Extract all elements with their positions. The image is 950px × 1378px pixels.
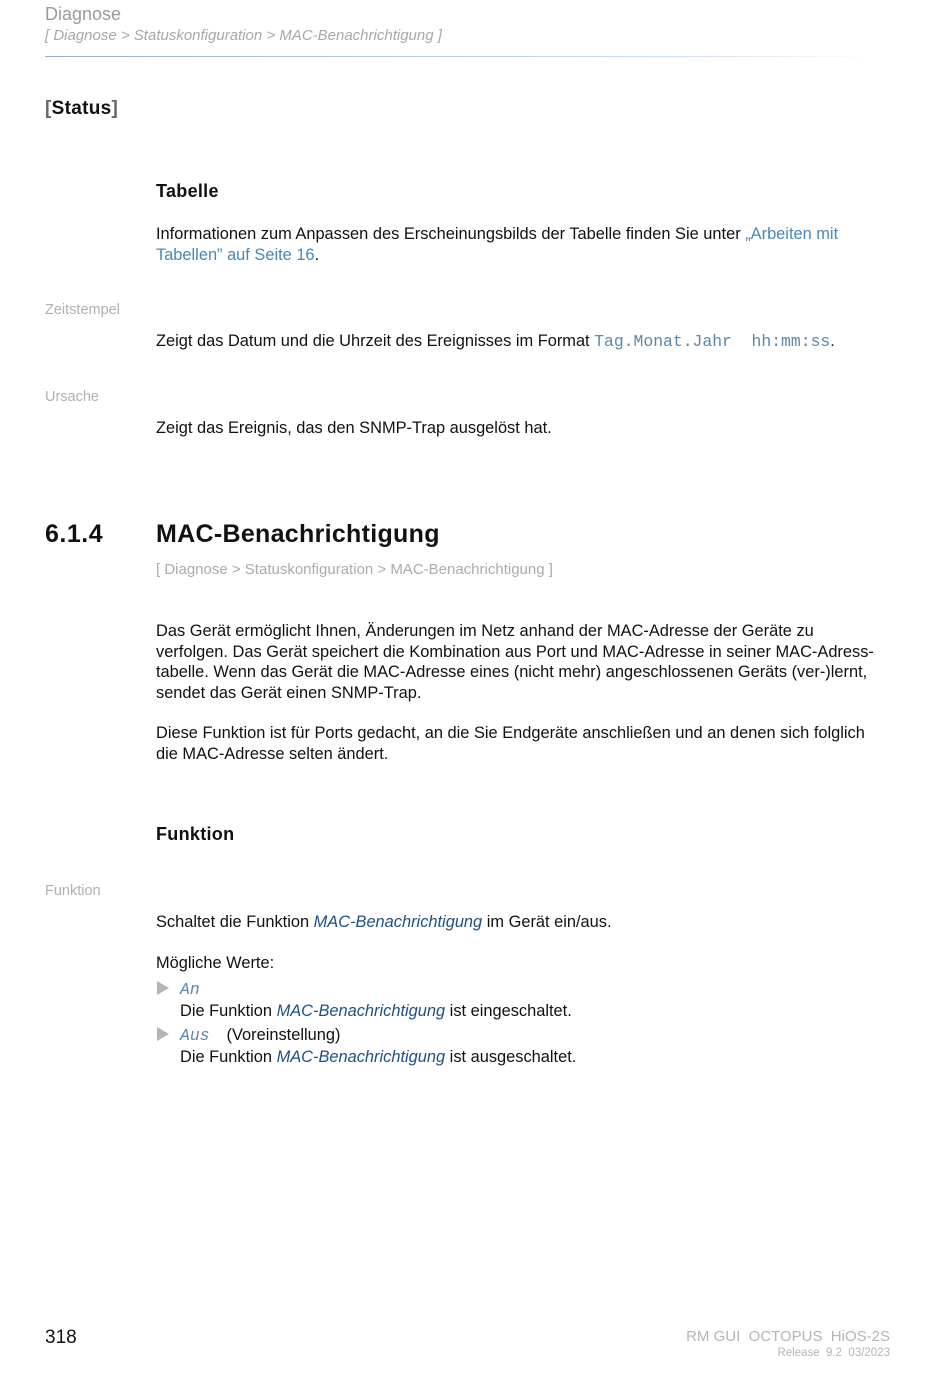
bullet-triangle-icon <box>157 981 169 995</box>
page-number: 318 <box>45 1327 77 1348</box>
section-title: MAC-Benachrichtigung <box>156 520 440 548</box>
header-breadcrumb: [ Diagnose > Statuskonfiguration > MAC-Benachrichtigung ] <box>45 27 442 44</box>
value-item-an: An Die Funktion MAC-Benachrichtigung ist eingeschaltet. <box>180 980 572 1020</box>
cause-label: Ursache <box>45 389 99 405</box>
intro-paragraph: Das Gerät ermöglicht Ihnen, Änderungen im Netz anhand der MAC-Adresse der Geräte zu verfolgen. Das Gerät speichert die Kombination aus Port und MAC-Adresse in seiner MAC-Adress- tabelle. Wenn das Gerät die MAC-Adresse eines (nicht mehr) angeschlossenen Geräts (ver-)lernt, sendet das Gerät einen SNMP-Trap. <box>156 622 874 702</box>
timestamp-format: Tag.Monat.Jahr hh:mm:ss <box>594 332 831 351</box>
function-label: Funktion <box>45 883 101 899</box>
section-breadcrumb: [ Diagnose > Statuskonfiguration > MAC-Benachrichtigung ] <box>156 561 553 578</box>
status-heading-text: Status <box>51 98 112 119</box>
value-default-note: (Voreinstellung) <box>226 1026 341 1044</box>
section-number: 6.1.4 <box>45 520 104 548</box>
function-description: Schaltet die Funktion MAC-Benachrichtigung im Gerät ein/aus. <box>156 913 612 931</box>
bullet-triangle-icon <box>157 1027 169 1041</box>
table-info-text: Informationen zum Anpassen des Erscheinungsbilds der Tabelle finden Sie unter <box>156 225 746 243</box>
table-heading: Tabelle <box>156 181 219 201</box>
function-name: MAC-Benachrichtigung <box>313 913 483 931</box>
value-code: An <box>180 980 200 999</box>
timestamp-label: Zeitstempel <box>45 302 120 318</box>
status-heading: [Status] <box>45 98 119 119</box>
possible-values-label: Mögliche Werte: <box>156 954 275 972</box>
value-item-aus: Aus (Voreinstellung) Die Funktion MAC-Benachrichtigung ist ausgeschaltet. <box>180 1026 577 1066</box>
usage-paragraph: Diese Funktion ist für Ports gedacht, an die Sie Endgeräte anschließen und an denen sich folglich die MAC-Adresse selten ändert. <box>156 724 865 763</box>
value-code: Aus <box>180 1026 210 1045</box>
function-heading: Funktion <box>156 824 235 844</box>
footer-release: Release 9.2 03/2023 <box>777 1347 890 1359</box>
footer-product: RM GUI OCTOPUS HiOS-2S <box>686 1328 890 1345</box>
timestamp-description: Zeigt das Datum und die Uhrzeit des Ereignisses im Format Tag.Monat.Jahr hh:mm:ss. <box>156 332 835 351</box>
table-info-paragraph: Informationen zum Anpassen des Erscheinungsbilds der Tabelle finden Sie unter „Arbeiten mit Tabellen” auf Seite 16. <box>156 225 839 264</box>
header-title: Diagnose <box>45 4 122 24</box>
cause-description: Zeigt das Ereignis, das den SNMP-Trap ausgelöst hat. <box>156 419 552 437</box>
header-divider <box>45 56 875 57</box>
table-help-link[interactable]: „Arbeiten mit Tabellen” auf Seite 16 <box>156 225 839 264</box>
